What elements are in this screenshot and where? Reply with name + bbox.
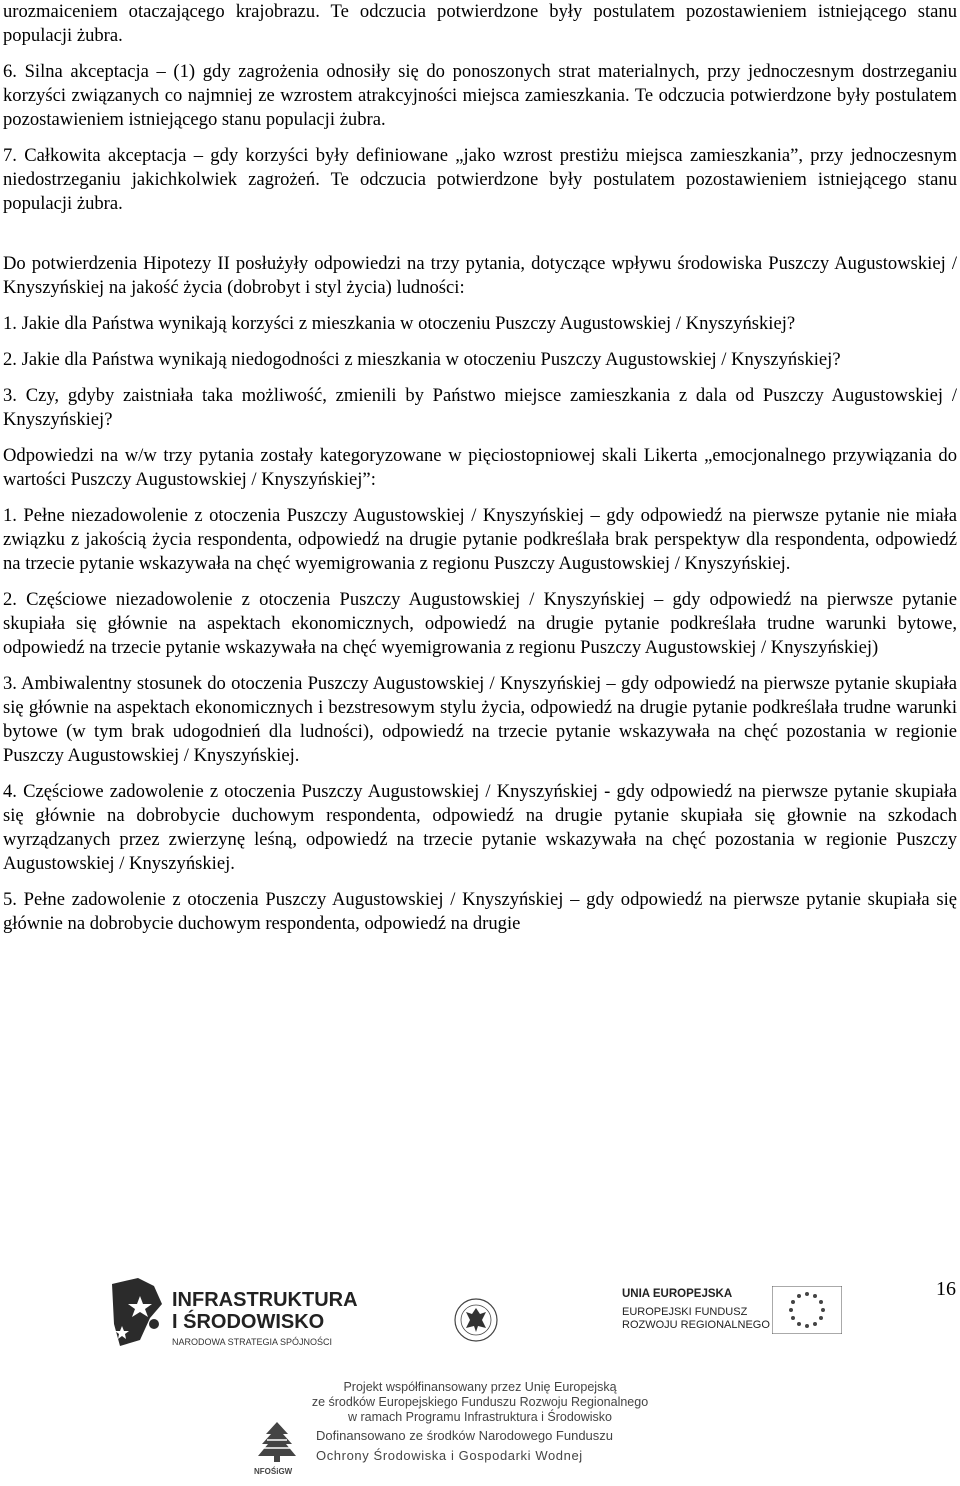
project-line-3: w ramach Programu Infrastruktura i Środowisko xyxy=(348,1410,612,1424)
nfosigw-logo xyxy=(254,1420,714,1484)
polish-emblem-icon xyxy=(454,1296,498,1346)
likert-level-2: 2. Częściowe niezadowolenie z otoczenia Puszczy Augustowskiej / Knyszyńskiej – gdy odpowiedź na pierwsze pytanie skupiała się głównie na aspektach ekonomicznych, odpowiedź na drugie pytanie podkreślała trudne warunki bytowe, odpowiedź na trzecie pytanie wskazywała na chęć wyemigrowania z regionu Puszczy Augustowskiej / Knyszyńskiej) xyxy=(3,589,957,658)
likert-level-5: 5. Pełne zadowolenie z otoczenia Puszczy Augustowskiej / Knyszyńskiej – gdy odpowiedź na pierwsze pytanie skupiała się głównie na dobrobycie duchowym respondenta, odpowiedź na drugie xyxy=(3,889,957,934)
paragraph-item-7: 7. Całkowita akceptacja – gdy korzyści były definiowane „jako wzrost prestiżu miejsca zamieszkania”, przy jednoczesnym niedostrzeganiu jakichkolwiek zagrożeń. Te odczucia potwierdzone były postulatem pozostawieniem istniejącego stanu populacji żubra. xyxy=(3,145,957,214)
paragraph-item-6: 6. Silna akceptacja – (1) gdy zagrożenia odnosiły się do ponoszonych strat materialnych, przy jednoczesnym dostrzeganiu korzyści związanych co najmniej ze wzrostem atrakcyjności miejsca zamieszkania. Te odczucia potwierdzone były postulatem pozostawieniem istniejącego stanu populacji żubra. xyxy=(3,61,957,130)
project-line-1: Projekt współfinansowany przez Unię Europejską xyxy=(343,1380,617,1394)
nfosigw-tree-icon xyxy=(254,1420,300,1466)
eu-logo xyxy=(622,1286,852,1346)
nfosigw-label: NFOŚiGW xyxy=(254,1467,293,1476)
likert-level-1: 1. Pełne niezadowolenie z otoczenia Puszczy Augustowskiej / Knyszyńskiej – gdy odpowiedź na pierwsze pytanie nie miała związku z jakością życia respondenta, odpowiedź na drugie pytanie podkreślała brak perspektyw dla respondenta, odpowiedź na trzecie pytanie wskazywała na chęć wyemigrowania z regionu Puszczy Augustowskiej / Knyszyńskiej. xyxy=(3,505,957,574)
body-text xyxy=(3,0,957,948)
question-2: 2. Jakie dla Państwa wynikają niedogodności z mieszkania w otoczeniu Puszczy Augustowskiej / Knyszyńskiej? xyxy=(3,349,841,370)
likert-level-3: 3. Ambiwalentny stosunek do otoczenia Puszczy Augustowskiej / Knyszyńskiej – gdy odpowiedź na pierwsze pytanie skupiała się głównie na aspektach ekonomicznych i bezstresowym stylu życia, odpowiedź na drugie pytanie podkreślała trudne warunki bytowe (w tym brak udogodnień dla ludności), odpowiedź na trzecie pytanie wskazywała na chęć pozostania w regionie Puszczy Augustowskiej / Knyszyńskiej. xyxy=(3,673,957,766)
ue-line-3: ROZWOJU REGIONALNEGO xyxy=(622,1319,770,1331)
ue-line-2: EUROPEJSKI FUNDUSZ xyxy=(622,1306,748,1318)
paragraph-likert-intro: Odpowiedzi na w/w trzy pytania zostały kategoryzowane w pięciostopniowej skali Likerta „emocjonalnego przywiązania do wartości Puszczy Augustowskiej / Knyszyńskiej”: xyxy=(3,445,957,490)
eu-flag-icon xyxy=(772,1286,842,1334)
page-number: 16 xyxy=(936,1278,956,1300)
infra-subtitle: NARODOWA STRATEGIA SPÓJNOŚCI xyxy=(172,1337,333,1347)
question-3: 3. Czy, gdyby zaistniała taka możliwość, zmienili by Państwo miejsce zamieszkania z dala od Puszczy Augustowskiej / Knyszyńskiej? xyxy=(3,385,957,430)
paragraph-continuation: urozmaiceniem otaczającego krajobrazu. Te odczucia potwierdzone były postulatem pozostawieniem istniejącego stanu populacji żubra. xyxy=(3,1,957,46)
project-line-2: ze środków Europejskiego Funduszu Rozwoju Regionalnego xyxy=(311,1395,649,1409)
star-figure-icon xyxy=(110,1274,166,1350)
nfos-line-1: Dofinansowano ze środków Narodowego Funduszu xyxy=(316,1428,614,1443)
infra-line-1: INFRASTRUKTURA xyxy=(172,1289,358,1311)
page-footer xyxy=(0,1270,960,1486)
infra-line-2: I ŚRODOWISKO xyxy=(172,1311,325,1333)
ue-line-1: UNIA EUROPEJSKA xyxy=(622,1288,733,1300)
likert-level-4: 4. Częściowe zadowolenie z otoczenia Puszczy Augustowskiej / Knyszyńskiej - gdy odpowiedź na pierwsze pytanie skupiała się głównie na dobrobycie duchowym respondenta, odpowiedź na drugie pytanie skupiała się głownie na szkodach wyrządzanych przez zwierzynę leśną, odpowiedź na trzecie pytanie wskazywała na chęć pozostania w regionie Puszczy Augustowskiej / Knyszyńskiej. xyxy=(3,781,957,874)
question-1: 1. Jakie dla Państwa wynikają korzyści z mieszkania w otoczeniu Puszczy Augustowskiej / Knyszyńskiej? xyxy=(3,313,796,334)
nfos-line-2: Ochrony Środowiska i Gospodarki Wodnej xyxy=(316,1448,583,1463)
infrastruktura-logo xyxy=(110,1274,370,1354)
project-cofinancing-text xyxy=(310,1380,650,1425)
paragraph-hypothesis-ii: Do potwierdzenia Hipotezy II posłużyły odpowiedzi na trzy pytania, dotyczące wpływu środowiska Puszczy Augustowskiej / Knyszyńskiej na jakość życia (dobrobyt i styl życia) ludności: xyxy=(3,253,957,298)
